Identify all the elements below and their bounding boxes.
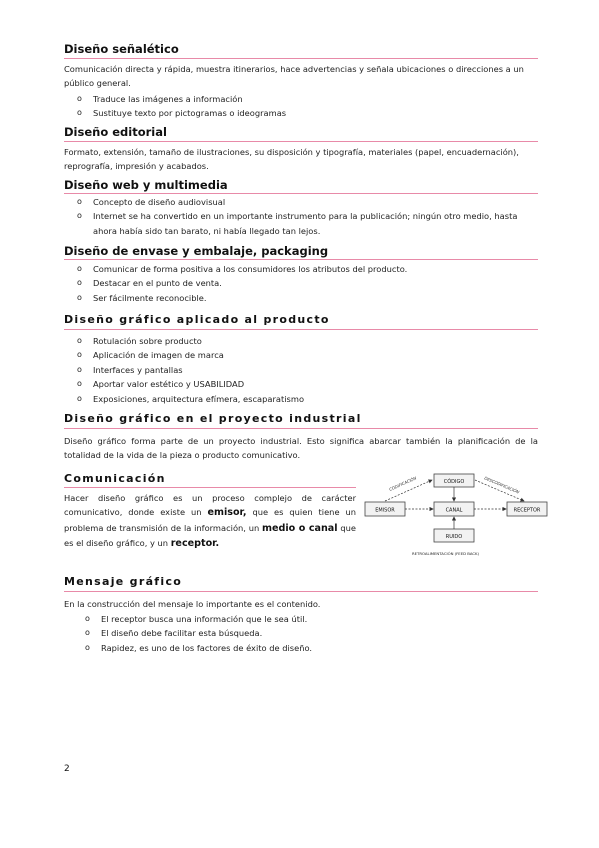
page-number: 2	[64, 764, 70, 774]
list-item: o Destacar en el punto de venta.	[64, 276, 538, 290]
heading-rule	[64, 193, 538, 194]
codificacion-label: CODIFICACIÓN	[388, 475, 418, 492]
list-item: o Exposiciones, arquitectura efímera, escaparatismo	[64, 392, 538, 406]
list-item: o Interfaces y pantallas	[64, 363, 538, 377]
text-run: Hacer diseño gráfico es un proceso complejo de carácter comunicativo, donde existe un	[64, 493, 356, 518]
list-web	[64, 195, 538, 238]
ruido-label: RUIDO	[445, 534, 463, 540]
term-medio: medio o canal	[262, 522, 338, 534]
list-item: o Comunicar de forma positiva a los consumidores los atributos del producto.	[64, 262, 538, 276]
heading-rule	[64, 141, 538, 142]
heading-envase: Diseño de envase y embalaje, packaging	[64, 244, 329, 258]
list-envase	[64, 262, 538, 305]
term-receptor: receptor.	[170, 538, 220, 550]
heading-web: Diseño web y multimedia	[64, 178, 228, 192]
list-item: o El diseño debe facilitar esta búsqueda.	[72, 626, 546, 640]
list-senaletico	[64, 92, 538, 121]
heading-rule	[64, 487, 356, 488]
heading-senaletico: Diseño señalético	[64, 42, 179, 56]
paragraph-editorial: Formato, extensión, tamaño de ilustraciones, su disposición y tipografía, materiales (papel, encuadernación), reprografía, impresión y acabados.	[64, 147, 519, 172]
paragraph-comunicacion	[64, 491, 356, 552]
list-producto	[64, 334, 538, 406]
heading-rule	[64, 259, 538, 260]
list-item: o Traduce las imágenes a información	[64, 92, 538, 106]
list-item: o Internet se ha convertido en un importante instrumento para la publicación; ningún otro medio, hasta ahora había sido tan barato, ni había llegado tan lejos.	[64, 209, 538, 238]
list-item: o El receptor busca una información que le sea útil.	[72, 612, 546, 626]
paragraph-industrial: Diseño gráfico forma parte de un proyecto industrial. Esto significa abarcar también la planificación de la totalidad de la vida de la pieza o producto comunicativo.	[64, 436, 538, 461]
list-item: o Rotulación sobre producto	[64, 334, 538, 348]
list-item: o Ser fácilmente reconocible.	[64, 291, 538, 305]
communication-diagram	[362, 467, 550, 560]
receptor-label: RECEPTOR	[513, 507, 541, 514]
heading-rule	[64, 58, 538, 59]
text-run: que es quien tiene un problema de transmisión de la información, un	[64, 507, 356, 533]
heading-producto: Diseño gráfico aplicado al producto	[64, 313, 330, 326]
heading-editorial: Diseño editorial	[64, 125, 167, 139]
heading-mensaje: Mensaje gráfico	[64, 575, 183, 588]
heading-industrial: Diseño gráfico en el proyecto industrial	[64, 412, 362, 425]
paragraph-mensaje: En la construcción del mensaje lo importante es el contenido.	[64, 599, 321, 609]
heading-rule	[64, 428, 538, 429]
descodificacion-label: DESCODIFICACIÓN	[483, 475, 521, 495]
list-item: o Concepto de diseño audiovisual	[64, 195, 538, 209]
diagram-caption: RETROALIMENTACIÓN (FEED BACK)	[412, 551, 479, 556]
text-run: que es el diseño gráfico, y un	[64, 522, 356, 549]
paragraph-senaletico: Comunicación directa y rápida, muestra itinerarios, hace advertencias y señala ubicaciones o direcciones a un público general.	[64, 64, 524, 89]
emisor-label: EMISOR	[375, 507, 395, 514]
heading-rule	[64, 591, 538, 592]
heading-rule	[64, 329, 538, 330]
term-emisor: emisor,	[207, 507, 247, 519]
list-mensaje	[72, 612, 546, 655]
canal-label: CANAL	[445, 507, 463, 514]
list-item: o Sustituye texto por pictogramas o ideogramas	[64, 106, 538, 120]
list-item: o Rapidez, es uno de los factores de éxito de diseño.	[72, 641, 546, 655]
codigo-label: CÓDIGO	[443, 479, 465, 485]
list-item: o Aportar valor estético y USABILIDAD	[64, 377, 538, 391]
heading-comunicacion: Comunicación	[64, 472, 166, 485]
list-item: o Aplicación de imagen de marca	[64, 348, 538, 362]
